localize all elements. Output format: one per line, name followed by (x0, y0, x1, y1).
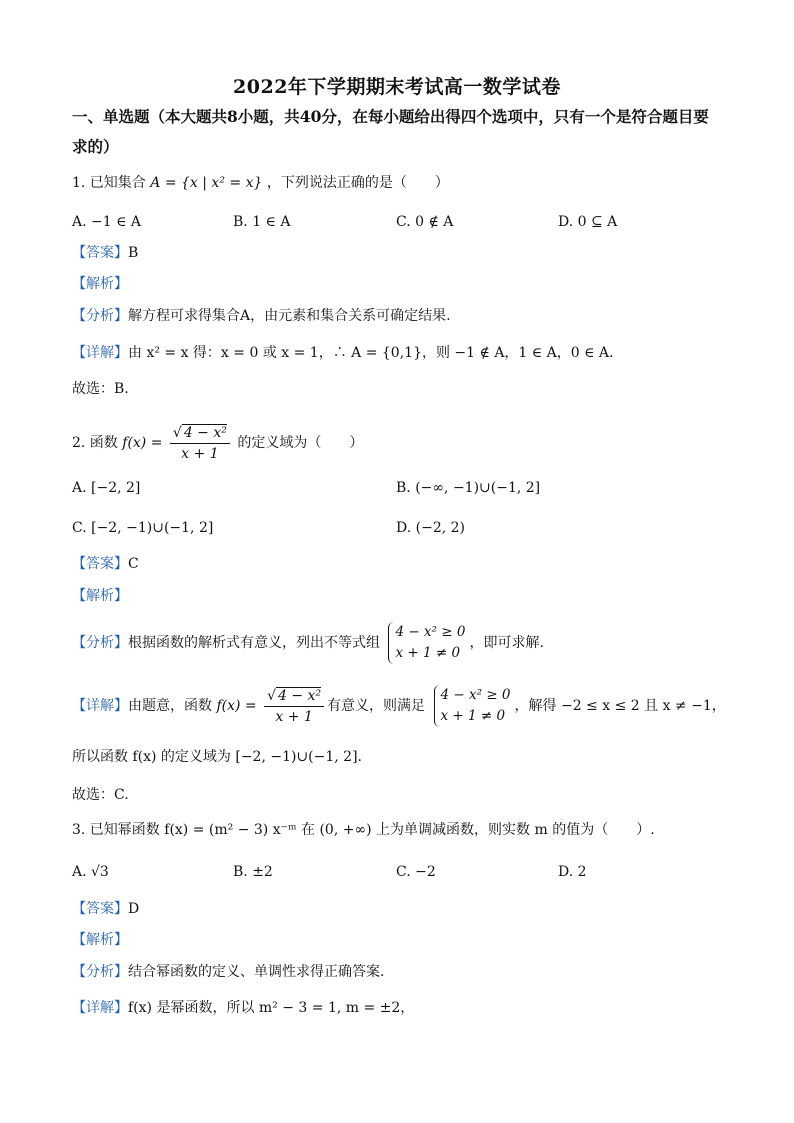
q2-inequality-system (388, 622, 465, 664)
q2-xj-numerator: √ 4 − x² (264, 686, 324, 707)
q3-answer-value: D (128, 901, 140, 917)
q2-xj-radicand: 4 − x² (278, 687, 322, 704)
q1-answer-value: B (128, 245, 139, 261)
q2-fenxi-post: ，即可求解. (469, 635, 544, 651)
q1-answer (72, 242, 138, 264)
answer-label: 【答案】 (72, 901, 128, 917)
q2-fraction (170, 423, 230, 464)
q1-stem (72, 172, 449, 194)
q2-xj-pre: 由题意，函数 (128, 698, 212, 714)
q3-xiangjie (72, 997, 414, 1019)
analysis-label: 【解析】 (72, 932, 128, 948)
q1-fenxi-text: 解方程可求得集合A，由元素和集合关系可确定结果. (128, 308, 451, 324)
q1-stem-post: ，下列说法正确的是（ ） (266, 175, 449, 191)
q2-stem-post: 的定义域为（ ） (237, 435, 364, 451)
q2-radicand: 4 − x² (183, 424, 227, 441)
q3-option-c: C. −2 (396, 864, 436, 880)
q2-option-d: D. (−2, 2) (396, 520, 465, 536)
q2-xj-fraction (264, 686, 324, 727)
xiangjie-label: 【详解】 (72, 345, 128, 361)
q2-xj-func: f(x) = (216, 698, 257, 714)
q1-stem-pre: 1. 已知集合 (72, 175, 146, 191)
q1-fenxi (72, 305, 451, 327)
q2-xj-denominator: x + 1 (275, 708, 313, 725)
q2-option-c: C. [−2, −1)∪(−1, 2] (72, 520, 214, 536)
q2-xj-mid: 有意义，则满足 (327, 698, 426, 714)
q2-analysis (72, 585, 128, 607)
q2-xj-system-line-2: x + 1 ≠ 0 (440, 708, 506, 724)
answer-label: 【答案】 (72, 556, 128, 572)
q2-xj-system (434, 685, 511, 727)
q1-xiangjie (72, 342, 613, 364)
q2-option-a: A. [−2, 2] (72, 480, 141, 496)
q2-numerator: √ 4 − x² (170, 423, 230, 444)
q3-fenxi-text: 结合幂函数的定义、单调性求得正确答案. (128, 964, 385, 980)
analysis-label: 【解析】 (72, 588, 128, 604)
answer-label: 【答案】 (72, 245, 128, 261)
q2-denominator: x + 1 (181, 445, 219, 462)
q2-xj-system-line-1: 4 − x² ≥ 0 (440, 687, 511, 703)
fenxi-label: 【分析】 (72, 964, 128, 980)
q1-option-a: A. −1 ∈ A (72, 214, 142, 230)
q2-system-line-1: 4 − x² ≥ 0 (395, 624, 466, 640)
q2-answer-value: C (128, 556, 139, 572)
q1-xiangjie-text: 由 x² = x 得：x = 0 或 x = 1，∴ A = {0,1}，则 −1 ∉ A，1 ∈ A，0 ∈ A. (128, 345, 614, 361)
q3-xiangjie-text: f(x) 是幂函数，所以 m² − 3 = 1, m = ±2， (128, 1000, 415, 1016)
q2-xiangjie (72, 682, 726, 730)
fenxi-label: 【分析】 (72, 308, 128, 324)
q2-conclusion: 故选：C. (72, 787, 129, 803)
q1-conclusion: 故选：B. (72, 381, 129, 397)
q3-stem: 3. 已知幂函数 f(x) = (m² − 3) x⁻ᵐ 在 (0, +∞) 上为单调减函数，则实数 m 的值为（ ）. (72, 822, 655, 838)
analysis-label: 【解析】 (72, 276, 128, 292)
q1-option-d: D. 0 ⊆ A (558, 214, 618, 230)
q3-option-b: B. ±2 (233, 864, 273, 880)
q1-option-b: B. 1 ∈ A (233, 214, 291, 230)
q3-option-a: A. √3 (72, 864, 109, 880)
q2-func: f(x) = (122, 435, 163, 451)
q2-xj-post: ，解得 −2 ≤ x ≤ 2 且 x ≠ −1， (514, 698, 726, 714)
q2-system-line-2: x + 1 ≠ 0 (395, 645, 461, 661)
q1-set: A = {x | x² = x} (150, 175, 263, 191)
q2-answer (72, 553, 139, 575)
q2-fenxi (72, 620, 544, 666)
q3-analysis (72, 929, 128, 951)
q1-option-c: C. 0 ∉ A (396, 214, 454, 230)
q2-option-b: B. (−∞, −1)∪(−1, 2] (396, 480, 541, 496)
xiangjie-label: 【详解】 (72, 1000, 128, 1016)
q2-stem (72, 420, 363, 466)
section-heading: 一、单选题（本大题共8小题，共40分，在每小题给出得四个选项中，只有一个是符合题目要求的） (72, 107, 709, 156)
fenxi-label: 【分析】 (72, 635, 128, 651)
q2-xiangjie-line-2: 所以函数 f(x) 的定义域为 [−2, −1)∪(−1, 2]. (72, 749, 363, 765)
q1-analysis (72, 273, 128, 295)
page-title: 2022年下学期期末考试高一数学试卷 (233, 76, 561, 98)
q3-answer (72, 898, 139, 920)
q2-fenxi-pre: 根据函数的解析式有意义，列出不等式组 (128, 635, 380, 651)
q3-option-d: D. 2 (558, 864, 587, 880)
q2-stem-pre: 2. 函数 (72, 435, 118, 451)
xiangjie-label: 【详解】 (72, 698, 128, 714)
q3-fenxi (72, 961, 384, 983)
